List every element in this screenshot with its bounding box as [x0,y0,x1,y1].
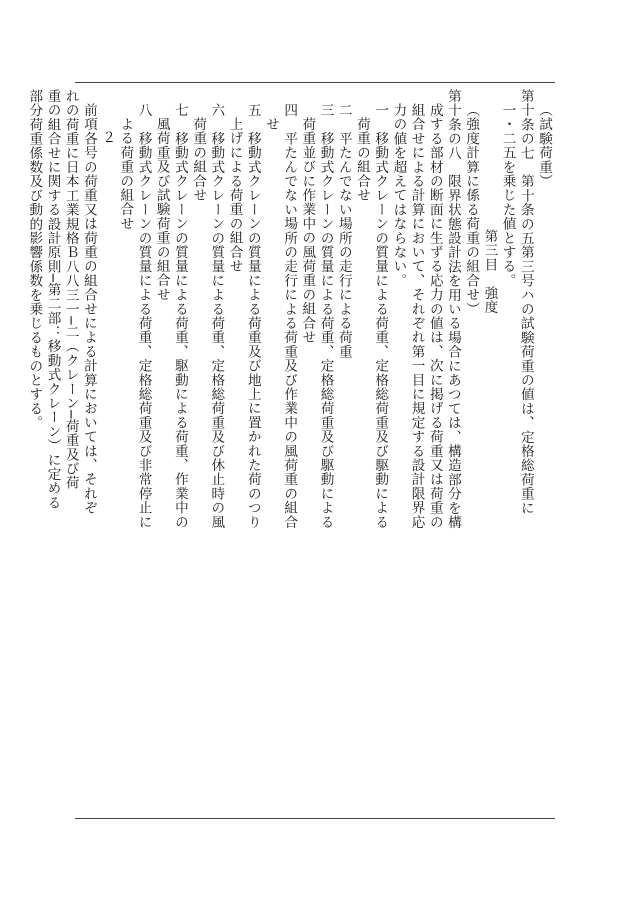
item-7-line-1: 七 移動式クレーンの質量による荷重、駆動による荷重、作業中の [171,103,188,529]
item-6-line-1: 六 移動式クレーンの質量による荷重、定格総荷重及び休止時の風 [208,103,225,529]
paragraph-2-line-1: 前項各号の荷重又は荷重の組合せによる計算においては、それぞ [80,103,97,515]
section-heading-strength: （強度計算に係る荷重の組合せ） [463,103,480,316]
item-2: 二 平たんでない場所の走行による荷重 [335,103,352,359]
item-5-line-1: 五 移動式クレーンの質量による荷重及び地上に置かれた荷のつり [244,103,261,529]
item-4-line-2: せ [262,117,279,132]
paragraph-2-number: ２ [99,130,116,145]
article-10-8-line-4: 力の値を超えてはならない。 [390,103,407,288]
item-4-line-1: 四 平たんでない場所の走行による荷重及び作業中の風荷重の組合 [281,103,298,529]
bottom-rule [75,818,555,819]
item-1-line-1: 一 移動式クレーンの質量による荷重、定格総荷重及び駆動による [372,103,389,529]
item-6-line-2: 荷重の組合せ [190,117,207,203]
item-3-line-1: 三 移動式クレーンの質量による荷重、定格総荷重及び駆動による [317,103,334,529]
article-10-8-line-2: 成する部材の断面に生ずる応力の値は、次に掲げる荷重又は荷重の [426,103,443,529]
item-1-line-2: 荷重の組合せ [353,117,370,203]
item-8-line-1: 八 移動式クレーンの質量による荷重、定格総荷重及び非常停止に [135,103,152,529]
article-10-8-line-1: 第十条の八 限界状態設計法を用いる場合にあつては、構造部分を構 [444,89,461,530]
paragraph-2-line-3: 重の組合せに関する設計原則─第二部：移動式クレーン）に定める [44,89,61,510]
item-5-line-2: 上げによる荷重の組合せ [226,117,243,274]
document-body [25,89,553,789]
article-10-7-line-1: 第十条の七 第十条の五第三号ハの試験荷重の値は、定格総荷重に [517,89,534,515]
item-3-line-2: 荷重並びに作業中の風荷重の組合せ [299,117,316,345]
article-10-7-line-2: 一・二五を乗じた値とする。 [499,103,516,288]
paragraph-2-line-2: れの荷重に日本工業規格Ｂ八八三一─二（クレーン─荷重及び荷 [62,89,79,490]
item-3-heading: 第三目 強度 [481,229,498,315]
top-rule [75,82,555,83]
section-heading-test-load: （試験荷重） [536,103,552,189]
paragraph-2-line-4: 部分荷重係数及び動的影響係数を乗じるものとする。 [26,89,43,430]
item-7-line-2: 風荷重及び試験荷重の組合せ [153,117,170,302]
item-8-line-2: よる荷重の組合せ [117,117,134,231]
article-10-8-line-3: 組合せによる計算において、それぞれ第一目に規定する設計限界応 [408,103,425,529]
